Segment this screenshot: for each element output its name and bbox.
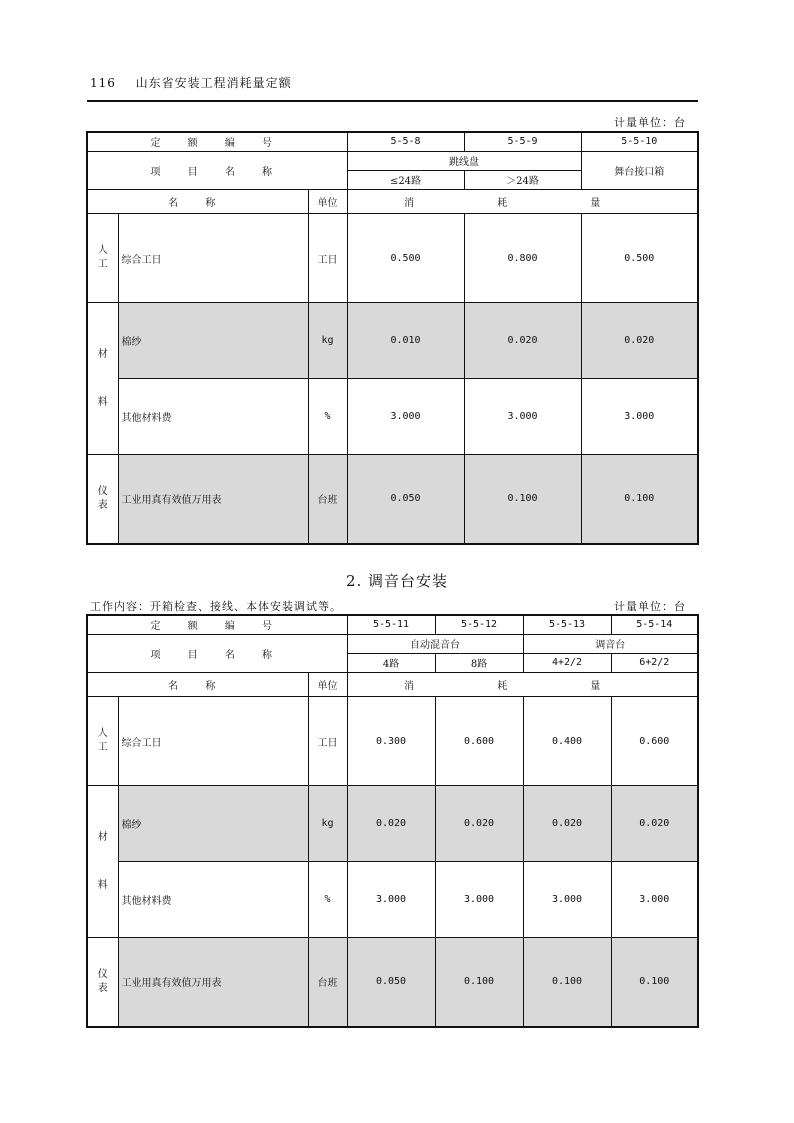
value-cell: 0.500 [347, 213, 464, 302]
category-label-material: 材料 [87, 303, 118, 455]
row-unit: % [308, 378, 347, 454]
value-cell: 0.100 [611, 937, 698, 1027]
table-row [87, 696, 698, 785]
section-title: 2. 调音台安装 [345, 572, 449, 590]
value-cell: 0.500 [581, 213, 698, 302]
quota-table-2 [86, 614, 699, 1028]
row-name: 工业用真有效值万用表 [118, 454, 308, 544]
row-unit: 台班 [308, 454, 347, 544]
category-label-instrument: 仪表 [87, 937, 118, 1027]
category-label-labor: 人工 [87, 696, 118, 785]
value-cell: 0.010 [347, 303, 464, 378]
row-unit: 工日 [308, 213, 347, 302]
value-cell: 0.020 [347, 786, 435, 861]
row-unit: % [308, 861, 347, 937]
row-name: 其他材料费 [118, 378, 308, 454]
quota-table-1 [86, 131, 699, 545]
sub-label: ≤24路 [347, 170, 464, 189]
table1-unit: 计量单位：台 [614, 116, 686, 129]
row-name: 棉纱 [118, 786, 308, 861]
category-label-material: 材料 [87, 786, 118, 938]
sub-label: ＞24路 [464, 170, 581, 189]
sub-label: 4+2/2 [523, 653, 611, 672]
quota-code: 5-5-9 [464, 132, 581, 151]
row-unit: 工日 [308, 696, 347, 785]
group-label: 自动混音台 [347, 634, 523, 653]
header-rule [87, 100, 698, 102]
table-row [87, 786, 698, 861]
quota-code: 5-5-8 [347, 132, 464, 151]
quota-code: 5-5-12 [435, 615, 523, 634]
row-unit: kg [308, 786, 347, 861]
table-row [87, 454, 698, 544]
value-cell: 0.020 [523, 786, 611, 861]
row-name: 棉纱 [118, 303, 308, 378]
sub-label: 6+2/2 [611, 653, 698, 672]
name-header: 名 称 [87, 672, 308, 696]
consumption-header: 消 耗 量 [347, 672, 698, 696]
row-name: 工业用真有效值万用表 [118, 937, 308, 1027]
quota-code: 5-5-13 [523, 615, 611, 634]
value-cell: 3.000 [581, 378, 698, 454]
unit-header: 单位 [308, 672, 347, 696]
page-number: 116 [90, 76, 116, 90]
value-cell: 0.100 [581, 454, 698, 544]
quota-code: 5-5-10 [581, 132, 698, 151]
table2-unit: 计量单位：台 [614, 600, 686, 613]
work-content: 工作内容：开箱检查、接线、本体安装调试等。 [90, 600, 342, 613]
value-cell: 0.100 [523, 937, 611, 1027]
value-cell: 3.000 [435, 861, 523, 937]
value-cell: 3.000 [347, 861, 435, 937]
value-cell: 0.020 [435, 786, 523, 861]
row-name: 综合工日 [118, 213, 308, 302]
table-row [87, 937, 698, 1027]
value-cell: 0.600 [611, 696, 698, 785]
page-header [90, 74, 292, 91]
value-cell: 3.000 [464, 378, 581, 454]
table-row [87, 303, 698, 378]
row-unit: kg [308, 303, 347, 378]
sub-label: 8路 [435, 653, 523, 672]
row-unit: 台班 [308, 937, 347, 1027]
table-row [87, 378, 698, 454]
column-label: 舞台接口箱 [581, 151, 698, 189]
item-name-label: 项 目 名 称 [87, 634, 347, 672]
value-cell: 0.300 [347, 696, 435, 785]
value-cell: 3.000 [523, 861, 611, 937]
value-cell: 0.020 [464, 303, 581, 378]
name-header: 名 称 [87, 189, 308, 213]
category-label-instrument: 仪表 [87, 454, 118, 544]
value-cell: 3.000 [347, 378, 464, 454]
quota-code: 5-5-11 [347, 615, 435, 634]
sub-label: 4路 [347, 653, 435, 672]
consumption-header: 消 耗 量 [347, 189, 698, 213]
value-cell: 0.050 [347, 454, 464, 544]
value-cell: 0.020 [581, 303, 698, 378]
table-row [87, 213, 698, 302]
value-cell: 0.020 [611, 786, 698, 861]
quota-number-label: 定 额 编 号 [87, 615, 347, 634]
unit-header: 单位 [308, 189, 347, 213]
value-cell: 0.800 [464, 213, 581, 302]
group-label: 跳线盘 [347, 151, 581, 170]
table-row [87, 861, 698, 937]
row-name: 其他材料费 [118, 861, 308, 937]
category-label-labor: 人工 [87, 213, 118, 302]
value-cell: 0.050 [347, 937, 435, 1027]
value-cell: 3.000 [611, 861, 698, 937]
value-cell: 0.600 [435, 696, 523, 785]
quota-number-label: 定 额 编 号 [87, 132, 347, 151]
group-label: 调音台 [523, 634, 698, 653]
value-cell: 0.100 [435, 937, 523, 1027]
value-cell: 0.100 [464, 454, 581, 544]
row-name: 综合工日 [118, 696, 308, 785]
value-cell: 0.400 [523, 696, 611, 785]
book-title: 山东省安装工程消耗量定额 [135, 76, 292, 90]
quota-code: 5-5-14 [611, 615, 698, 634]
item-name-label: 项 目 名 称 [87, 151, 347, 189]
